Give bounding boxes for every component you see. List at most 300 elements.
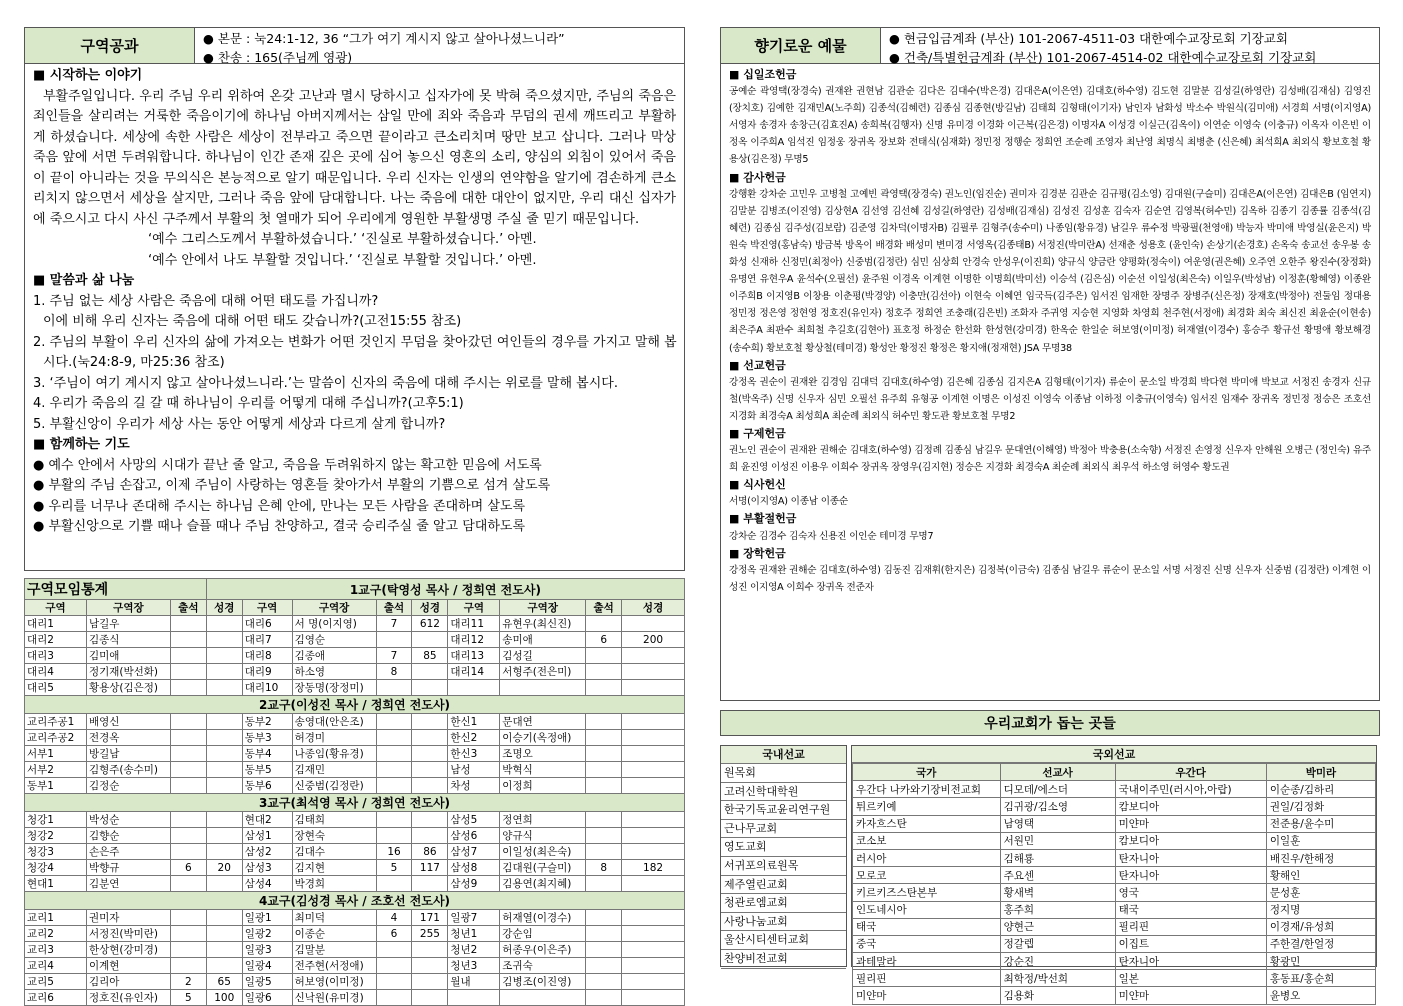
foreign-row (853, 781, 1376, 798)
stats-cell: 김용연(최지혜) (500, 876, 586, 892)
stats-cell: 삼성5 (448, 812, 500, 828)
stats-cell (170, 730, 206, 746)
foreign-cell: 김용화 (1000, 987, 1115, 1004)
foreign-row (853, 884, 1376, 901)
stats-cell (170, 958, 206, 974)
offering-heading: ■ 감사헌금 (729, 170, 786, 184)
stats-title: 구역모임통계 (25, 579, 207, 600)
stats-cell (376, 730, 412, 746)
offering-names: 공예순 곽영택(장경숙) 권재완 권현남 김관순 김다은 김대수(박은경) 김대은A(이은연) 김대호(하수영) 김도현 김말분 김성길(하영란) 김성배(김재심) 김영진(장치호) 김예한 김재민A(노주희) 김종석(김혜련) 김종심 김종현(방길남) 김태희 김형태(이기자) 남인자 남화성 박소수 박원식(김미애) 서경희 서명(이지영A) 서영자 송경자 송창근(김효진A) 송희복(김행자) 신명 유미경 이경화 이근복(김은경) 이명자A 이성경 이실근(김옥이) 이연순 이영숙 (이충규) 이옥자 이은빈 이정옥 이주희A 임석진 임정웅 장귀옥 장보화 전태식(심재화) 정민정 정행순 정희연 조순례 조영자 최난영 최명식 최병춘 (신은혜) 최석희A 최외식 황보호철 황용상(김은정) 무명5 (729, 86, 1371, 166)
stats-cell: 김병조(이진영) (500, 974, 586, 990)
share-item: 이에 비해 우리 신자는 죽음에 대해 어떤 태도 갖습니까?(고전15:55 참조) (43, 314, 462, 329)
stats-cell (170, 664, 206, 680)
domestic-title: 국내선교 (721, 746, 846, 764)
offering-names: 강차순 김경수 김숙자 신용진 이인순 테미경 무명7 (729, 530, 934, 542)
stats-cell: 손은주 (86, 844, 170, 860)
stats-cell: 김태희 (292, 812, 376, 828)
foreign-cell: 태국 (1115, 901, 1266, 918)
stats-cell: 박향규 (86, 860, 170, 876)
stats-col-headers (25, 600, 685, 616)
stats-cell (376, 876, 412, 892)
stats-cell: 유현우(최신진) (500, 616, 586, 632)
foreign-cell: 과테말라 (853, 953, 1001, 970)
foreign-cell: 정지명 (1266, 901, 1375, 918)
stats-cell: 86 (412, 844, 448, 860)
stats-cell (376, 942, 412, 958)
stats-cell (622, 958, 685, 974)
col-header: 성경 (206, 600, 242, 616)
stats-cell (206, 616, 242, 632)
stats-cell: 청년2 (448, 942, 500, 958)
stats-cell: 나종임(황유경) (292, 746, 376, 762)
offering-panel (720, 27, 1380, 701)
stats-cell: 일광5 (242, 974, 292, 990)
account-bullets (881, 28, 1379, 63)
foreign-table (852, 763, 1376, 1005)
foreign-header: 국가 (853, 764, 1001, 781)
stats-cell (622, 664, 685, 680)
stats-cell: 삼성4 (242, 876, 292, 892)
stats-cell (170, 616, 206, 632)
stats-cell: 2 (170, 974, 206, 990)
bullet-item: ● 본문 : 눅24:1-12, 36 “그가 여기 계시지 않고 살아나셨느니라” (203, 31, 565, 46)
lesson-title: 구역공과 (25, 28, 195, 63)
foreign-row (853, 798, 1376, 815)
foreign-cell: 이일훈 (1266, 832, 1375, 849)
stats-row (25, 616, 685, 632)
stats-cell (412, 942, 448, 958)
stats-cell: 일광2 (242, 926, 292, 942)
stats-cell: 교리2 (25, 926, 87, 942)
foreign-cell: 캄보디아 (1115, 832, 1266, 849)
stats-cell: 85 (412, 648, 448, 664)
stats-cell (622, 680, 685, 696)
stats-cell: 삼성6 (448, 828, 500, 844)
offering-title: 향기로운 예물 (721, 28, 881, 63)
stats-cell (376, 778, 412, 794)
stats-cell (206, 778, 242, 794)
stats-cell: 청강4 (25, 860, 87, 876)
stats-cell: 황용상(김은정) (86, 680, 170, 696)
foreign-cell: 문성훈 (1266, 884, 1375, 901)
stats-cell (622, 648, 685, 664)
stats-cell: 배영신 (86, 714, 170, 730)
foreign-cell: 우간다 나카와기장비전교회 (853, 781, 1001, 798)
stats-row (25, 910, 685, 926)
stats-cell: 청강2 (25, 828, 87, 844)
account-item: ● 현금입금계좌 (부산) 101-2067-4511-03 대한예수교장로회 기장교회 (889, 31, 1288, 46)
intro-heading: ■ 시작하는 이야기 (33, 68, 143, 83)
stats-cell: 대리12 (448, 632, 500, 648)
stats-cell (206, 762, 242, 778)
stats-cell: 동부5 (242, 762, 292, 778)
stats-cell: 김형주(송수미) (86, 762, 170, 778)
stats-row (25, 860, 685, 876)
foreign-cell: 코소보 (853, 832, 1001, 849)
col-header: 구역장 (500, 600, 586, 616)
foreign-row (853, 953, 1376, 970)
foreign-row (853, 849, 1376, 866)
foreign-cell: 미얀마 (853, 987, 1001, 1004)
stats-cell (170, 680, 206, 696)
foreign-row (853, 867, 1376, 884)
district-name: 3교구(최석영 목사 / 정희연 전도사) (25, 794, 685, 812)
stats-cell (170, 648, 206, 664)
stats-row (25, 942, 685, 958)
intro-quote: ‘예수 안에서 나도 부활할 것입니다.’ ‘진실로 부활할 것입니다.’ 아멘. (148, 252, 537, 268)
stats-row (25, 828, 685, 844)
foreign-row (853, 987, 1376, 1004)
stats-cell (586, 958, 622, 974)
foreign-cell: 강순진 (1000, 953, 1115, 970)
stats-cell: 일광7 (448, 910, 500, 926)
share-item: 시다.(눅24:8-9, 마25:36 참조) (43, 355, 225, 370)
foreign-cell: 인도네시아 (853, 901, 1001, 918)
stats-row (25, 714, 685, 730)
stats-cell: 박혁식 (500, 762, 586, 778)
stats-cell: 서형주(전은미) (500, 664, 586, 680)
stats-cell: 장현숙 (292, 828, 376, 844)
stats-cell: 171 (412, 910, 448, 926)
stats-cell (586, 730, 622, 746)
stats-cell: 대리10 (242, 680, 292, 696)
stats-cell (622, 762, 685, 778)
stats-cell (622, 812, 685, 828)
col-header: 출석 (170, 600, 206, 616)
district-header-row (25, 892, 685, 910)
stats-cell: 대리13 (448, 648, 500, 664)
stats-cell: 조귀숙 (500, 958, 586, 974)
domestic-item: 근나무교회 (721, 820, 846, 839)
stats-cell (586, 746, 622, 762)
stats-cell (586, 910, 622, 926)
stats-table (24, 578, 685, 1006)
stats-cell: 김분연 (86, 876, 170, 892)
stats-cell (586, 844, 622, 860)
offering-list (721, 64, 1379, 598)
foreign-cell: 모로코 (853, 867, 1001, 884)
stats-cell (586, 648, 622, 664)
foreign-cell: 황새벽 (1000, 884, 1115, 901)
stats-cell: 전주현(서정애) (292, 958, 376, 974)
stats-cell (206, 958, 242, 974)
stats-cell: 김종애 (292, 648, 376, 664)
stats-cell: 182 (622, 860, 685, 876)
district-header-row (25, 696, 685, 714)
stats-cell: 남성 (448, 762, 500, 778)
stats-cell: 교리주공1 (25, 714, 87, 730)
stats-cell: 교리6 (25, 990, 87, 1006)
stats-cell (206, 942, 242, 958)
stats-cell: 김재민 (292, 762, 376, 778)
stats-row (25, 958, 685, 974)
stats-cell (170, 762, 206, 778)
stats-cell (622, 714, 685, 730)
stats-cell: 교리3 (25, 942, 87, 958)
stats-cell (586, 762, 622, 778)
stats-cell: 한신3 (448, 746, 500, 762)
stats-cell (622, 974, 685, 990)
stats-cell (622, 876, 685, 892)
stats-cell (170, 844, 206, 860)
foreign-cell: 윤병오 (1266, 987, 1375, 1004)
stats-cell (206, 714, 242, 730)
stats-cell: 권미자 (86, 910, 170, 926)
stats-cell: 대리8 (242, 648, 292, 664)
stats-cell: 8 (586, 860, 622, 876)
domestic-item: 찬양비전교회 (721, 950, 846, 969)
stats-cell (412, 828, 448, 844)
domestic-item: 서귀포의료원목 (721, 857, 846, 876)
stats-cell (206, 632, 242, 648)
offering-heading: ■ 십일조헌금 (729, 68, 797, 81)
offering-names: 권노인 권순이 권재완 권해순 김대호(하수영) 김정례 김종심 남길우 문대연(이해영) 박정아 박충용(소숙향) 서정진 손영정 신우자 안해원 오병근 (정인숙) 유주희 윤진영 이성진 이용우 이희수 장귀옥 장영우(김지현) 정승은 지경화 최경숙A 최순례 최외식 최우석 하소영 허영수 황도권 (729, 445, 1371, 474)
stats-cell (412, 958, 448, 974)
stats-cell: 문대연 (500, 714, 586, 730)
foreign-cell: 탄자니아 (1115, 867, 1266, 884)
stats-cell: 255 (412, 926, 448, 942)
stats-cell (622, 910, 685, 926)
foreign-cell: 황해인 (1266, 867, 1375, 884)
offering-names: 강정옥 권재완 권해순 김대호(하수영) 김동진 김재휘(한지은) 김정복(이금숙) 김종심 남길우 류순이 문소일 서명 서정진 신명 신우자 신중범 (김정란) 이계현 이성진 이지영A 이희수 장귀옥 전준자 (729, 564, 1371, 593)
stats-cell: 삼성2 (242, 844, 292, 860)
stats-cell (206, 828, 242, 844)
stats-cell: 김말분 (292, 942, 376, 958)
foreign-cell: 러시아 (853, 849, 1001, 866)
foreign-headers (853, 764, 1376, 781)
stats-cell: 5 (376, 860, 412, 876)
foreign-cell: 중국 (853, 935, 1001, 952)
stats-cell: 전경옥 (86, 730, 170, 746)
stats-cell (412, 730, 448, 746)
stats-cell (412, 632, 448, 648)
domestic-item: 사랑나눔교회 (721, 913, 846, 932)
foreign-header: 박미라 (1266, 764, 1375, 781)
domestic-item: 영도교회 (721, 838, 846, 857)
stats-cell: 청년1 (448, 926, 500, 942)
foreign-cell: 카자흐스탄 (853, 815, 1001, 832)
stats-cell: 교리4 (25, 958, 87, 974)
stats-cell (622, 844, 685, 860)
stats-row (25, 648, 685, 664)
stats-cell (170, 942, 206, 958)
col-header: 출석 (586, 600, 622, 616)
stats-cell: 신낙원(유미경) (292, 990, 376, 1006)
stats-cell: 삼성3 (242, 860, 292, 876)
stats-cell (412, 974, 448, 990)
offering-heading: ■ 구제헌금 (729, 426, 786, 440)
stats-cell: 장동명(장정미) (292, 680, 376, 696)
bullet-item: ● 찬송 : 165(주님께 영광) (203, 50, 353, 65)
domestic-missions (720, 745, 847, 967)
stats-cell: 현대2 (242, 812, 292, 828)
stats-cell: 허종우(이은주) (500, 942, 586, 958)
stats-cell (412, 762, 448, 778)
stats-cell (412, 812, 448, 828)
stats-row (25, 730, 685, 746)
stats-cell (376, 714, 412, 730)
stats-cell: 교리5 (25, 974, 87, 990)
share-item: 2. 주님의 부활이 우리 신자의 삶에 가져오는 변화가 어떤 것인지 무덤을 찾아갔던 여인들의 경우를 가지고 말해 봅 (33, 334, 677, 350)
stats-cell: 김향순 (86, 828, 170, 844)
stats-cell (170, 632, 206, 648)
stats-cell (376, 762, 412, 778)
stats-row (25, 812, 685, 828)
stats-cell (206, 664, 242, 680)
stats-row (25, 844, 685, 860)
foreign-cell: 미얀마 (1115, 987, 1266, 1004)
stats-cell: 일광1 (242, 910, 292, 926)
stats-cell: 대리11 (448, 616, 500, 632)
stats-cell: 동부3 (242, 730, 292, 746)
domestic-item: 울산시티센터교회 (721, 931, 846, 950)
stats-cell: 허재열(이경수) (500, 910, 586, 926)
stats-cell: 대리5 (25, 680, 87, 696)
missions-title: 우리교회가 돕는 곳들 (720, 710, 1380, 736)
foreign-title: 국외선교 (852, 746, 1376, 763)
stats-cell: 대리1 (25, 616, 87, 632)
stats-cell (622, 778, 685, 794)
stats-cell: 하소영 (292, 664, 376, 680)
foreign-cell: 전준용/윤수미 (1266, 815, 1375, 832)
stats-cell: 김성길 (500, 648, 586, 664)
stats-cell (206, 812, 242, 828)
foreign-row (853, 970, 1376, 987)
domestic-item: 한국기독교윤리연구원 (721, 801, 846, 820)
stats-cell (622, 942, 685, 958)
foreign-row (853, 901, 1376, 918)
stats-cell: 차성 (448, 778, 500, 794)
stats-cell: 6 (586, 632, 622, 648)
stats-cell (376, 828, 412, 844)
stats-row (25, 778, 685, 794)
stats-cell: 7 (376, 616, 412, 632)
stats-cell: 한상현(강미경) (86, 942, 170, 958)
stats-cell: 6 (376, 926, 412, 942)
foreign-cell: 영국 (1115, 884, 1266, 901)
stats-cell: 일광6 (242, 990, 292, 1006)
domestic-item: 고려신학대학원 (721, 783, 846, 802)
stats-cell: 서정진(박미란) (86, 926, 170, 942)
stats-cell: 5 (170, 990, 206, 1006)
offering-heading: ■ 부활절헌금 (729, 512, 797, 526)
foreign-cell: 정갈렙 (1000, 935, 1115, 952)
stats-cell: 대리3 (25, 648, 87, 664)
stats-cell: 교리1 (25, 910, 87, 926)
stats-cell: 대리9 (242, 664, 292, 680)
stats-row (25, 632, 685, 648)
stats-cell: 한신1 (448, 714, 500, 730)
stats-cell: 200 (622, 632, 685, 648)
stats-cell (376, 974, 412, 990)
foreign-cell: 미얀마 (1115, 815, 1266, 832)
foreign-cell: 배진우/한해정 (1266, 849, 1375, 866)
stats-cell: 6 (170, 860, 206, 876)
stats-cell (622, 926, 685, 942)
stats-cell (586, 828, 622, 844)
foreign-cell: 필리핀 (1115, 918, 1266, 935)
stats-row (25, 926, 685, 942)
stats-cell: 16 (376, 844, 412, 860)
stats-cell (586, 616, 622, 632)
stats-cell (376, 632, 412, 648)
domestic-list (721, 764, 846, 969)
stats-cell: 현대1 (25, 876, 87, 892)
stats-cell: 100 (206, 990, 242, 1006)
stats-cell (206, 680, 242, 696)
stats-cell: 월내 (448, 974, 500, 990)
foreign-cell: 이경재/유성희 (1266, 918, 1375, 935)
stats-cell: 이일성(최은숙) (500, 844, 586, 860)
share-heading: ■ 말씀과 삶 나눔 (33, 273, 135, 288)
domestic-item: 제주열린교회 (721, 876, 846, 895)
stats-cell: 청강3 (25, 844, 87, 860)
foreign-cell: 김해룡 (1000, 849, 1115, 866)
col-header: 성경 (622, 600, 685, 616)
stats-cell: 강순임 (500, 926, 586, 942)
stats-row (25, 680, 685, 696)
stats-row (25, 746, 685, 762)
stats-cell: 박성순 (86, 812, 170, 828)
col-header: 성경 (412, 600, 448, 616)
stats-cell: 동부4 (242, 746, 292, 762)
stats-cell: 김대수 (292, 844, 376, 860)
stats-cell: 김대원(구슬미) (500, 860, 586, 876)
stats-cell: 동부6 (242, 778, 292, 794)
stats-cell (206, 910, 242, 926)
stats-cell (586, 942, 622, 958)
stats-cell: 65 (206, 974, 242, 990)
foreign-cell: 주한결/한얼정 (1266, 935, 1375, 952)
stats-row (25, 664, 685, 680)
stats-cell (170, 746, 206, 762)
stats-cell (586, 876, 622, 892)
district-name: 2교구(이성진 목사 / 정희연 전도사) (25, 696, 685, 714)
stats-cell: 대리4 (25, 664, 87, 680)
foreign-missions (851, 745, 1377, 1003)
stats-cell (206, 926, 242, 942)
foreign-cell: 캄보디아 (1115, 798, 1266, 815)
foreign-row (853, 832, 1376, 849)
col-header: 구역 (448, 600, 500, 616)
stats-cell (412, 876, 448, 892)
stats-cell: 최미덕 (292, 910, 376, 926)
stats-cell (206, 746, 242, 762)
stats-cell: 방길남 (86, 746, 170, 762)
foreign-cell: 서원민 (1000, 832, 1115, 849)
col-header: 출석 (376, 600, 412, 616)
stats-cell: 김지현 (292, 860, 376, 876)
stats-cell (586, 778, 622, 794)
stats-cell: 김미애 (86, 648, 170, 664)
stats-cell: 허경미 (292, 730, 376, 746)
stats-cell (412, 778, 448, 794)
foreign-header: 선교사 (1000, 764, 1115, 781)
stats-cell (622, 730, 685, 746)
stats-cell: 8 (376, 664, 412, 680)
stats-cell (622, 828, 685, 844)
foreign-cell: 키르키즈스탄본부 (853, 884, 1001, 901)
stats-cell (170, 926, 206, 942)
domestic-item: 원목회 (721, 764, 846, 783)
stats-cell (170, 812, 206, 828)
stats-cell (412, 664, 448, 680)
stats-cell: 교리주공2 (25, 730, 87, 746)
stats-cell (206, 876, 242, 892)
stats-cell: 동부1 (25, 778, 87, 794)
stats-cell: 정기재(박선화) (86, 664, 170, 680)
stats-cell (586, 926, 622, 942)
